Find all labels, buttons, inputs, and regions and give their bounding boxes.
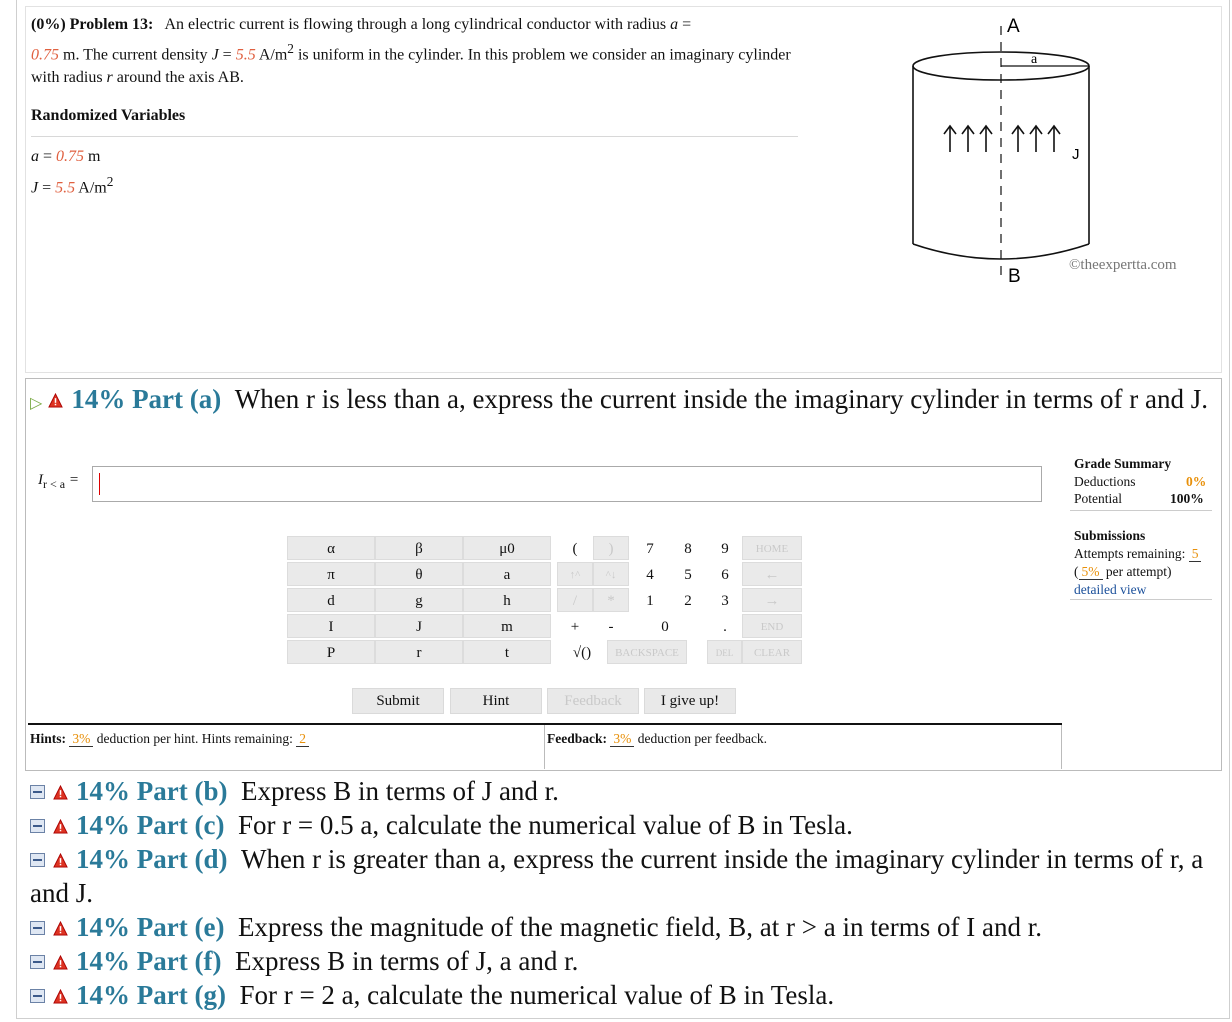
deductions-label: Deductions — [1074, 474, 1136, 489]
potential-label: Potential — [1074, 491, 1122, 506]
part-row-g[interactable]: 14% Part (g) For r = 2 a, calculate the numerical value of B in Tesla. — [30, 978, 1220, 1012]
key-dot[interactable]: . — [712, 614, 738, 638]
key-mu0[interactable]: μ0 — [463, 536, 551, 560]
key-g[interactable]: g — [375, 588, 463, 612]
warning-icon — [53, 955, 68, 970]
cylinder-diagram — [900, 8, 1220, 293]
warning-icon — [48, 393, 63, 408]
per-attempt: ( 5% per attempt) — [1074, 564, 1172, 579]
key-sqrt[interactable]: √() — [557, 640, 607, 664]
random-var-a: a = 0.75 m — [31, 148, 101, 165]
expand-icon[interactable] — [30, 785, 45, 799]
expand-icon[interactable] — [30, 819, 45, 833]
part-row-d[interactable]: 14% Part (d) When r is greater than a, express the current inside the imaginary cylinder in terms of r, a and J. — [30, 844, 1204, 908]
expand-icon[interactable] — [30, 853, 45, 867]
key-del[interactable]: DEL — [707, 640, 742, 664]
key-I[interactable]: I — [287, 614, 375, 638]
part-row-e[interactable]: 14% Part (e) Express the magnitude of the magnetic field, B, at r > a in terms of I and r. — [30, 910, 1220, 944]
divider — [1070, 510, 1212, 511]
key-alpha[interactable]: α — [287, 536, 375, 560]
grade-summary-title: Grade Summary — [1074, 456, 1172, 471]
key-9[interactable]: 9 — [712, 536, 738, 560]
key-3[interactable]: 3 — [712, 588, 738, 612]
key-0[interactable]: 0 — [652, 614, 678, 638]
expand-icon[interactable] — [30, 989, 45, 1003]
key-right-arrow[interactable]: → — [742, 588, 802, 612]
deductions-value: 0% — [1186, 474, 1207, 489]
text-caret — [99, 473, 100, 495]
key-multiply[interactable]: * — [593, 588, 629, 612]
attempts-remaining: Attempts remaining: 5 — [1074, 546, 1201, 562]
key-1[interactable]: 1 — [637, 588, 663, 612]
current-arrows — [944, 126, 1060, 152]
submit-button[interactable]: Submit — [352, 688, 444, 714]
part-row-f[interactable]: 14% Part (f) Express B in terms of J, a and r. — [30, 944, 1220, 978]
key-P[interactable]: P — [287, 640, 375, 664]
key-7[interactable]: 7 — [637, 536, 663, 560]
warning-icon — [53, 921, 68, 936]
key-r[interactable]: r — [375, 640, 463, 664]
warning-icon — [53, 989, 68, 1004]
hints-info: Hints: 3% deduction per hint. Hints remaining: 2 — [30, 731, 309, 747]
key-t[interactable]: t — [463, 640, 551, 664]
feedback-info: Feedback: 3% deduction per feedback. — [547, 731, 768, 746]
key-backspace[interactable]: BACKSPACE — [607, 640, 687, 664]
copyright: ©theexpertta.com — [1069, 257, 1177, 273]
random-var-J: J = 5.5 $A/m^2$ — [31, 174, 114, 197]
warning-icon — [53, 819, 68, 834]
key-close-paren[interactable]: ) — [593, 536, 629, 560]
diagram-label-A: A — [1007, 16, 1020, 37]
key-end[interactable]: END — [742, 614, 802, 638]
key-minus[interactable]: - — [593, 614, 629, 638]
key-plus[interactable]: + — [557, 614, 593, 638]
key-clear[interactable]: CLEAR — [742, 640, 802, 664]
hint-button[interactable]: Hint — [450, 688, 542, 714]
detailed-view-link[interactable]: detailed view — [1074, 582, 1147, 597]
key-theta[interactable]: θ — [375, 562, 463, 586]
key-pi[interactable]: π — [287, 562, 375, 586]
part-row-c[interactable]: 14% Part (c) For r = 0.5 a, calculate the numerical value of B in Tesla. — [30, 808, 1220, 842]
key-2[interactable]: 2 — [675, 588, 701, 612]
key-home[interactable]: HOME — [742, 536, 802, 560]
key-beta[interactable]: β — [375, 536, 463, 560]
submissions-title: Submissions — [1074, 528, 1146, 543]
key-8[interactable]: 8 — [675, 536, 701, 560]
key-subscript[interactable]: ^↓ — [593, 562, 629, 586]
key-h[interactable]: h — [463, 588, 551, 612]
divider — [1070, 599, 1212, 600]
answer-input[interactable] — [92, 466, 1042, 502]
key-J[interactable]: J — [375, 614, 463, 638]
part-a-title: ▷ 14% Part (a) When r is less than a, express the current inside the imaginary cylinder in terms of r and J. — [30, 384, 1208, 414]
key-5[interactable]: 5 — [675, 562, 701, 586]
diagram-label-J: J — [1072, 146, 1080, 163]
answer-label: $I_{r < a}$ = — [38, 472, 79, 491]
key-m[interactable]: m — [463, 614, 551, 638]
key-superscript[interactable]: ↑^ — [557, 562, 593, 586]
expand-icon[interactable] — [30, 921, 45, 935]
expand-triangle-icon[interactable]: ▷ — [30, 395, 43, 412]
key-6[interactable]: 6 — [712, 562, 738, 586]
feedback-button[interactable]: Feedback — [547, 688, 639, 714]
expand-icon[interactable] — [30, 955, 45, 969]
key-d[interactable]: d — [287, 588, 375, 612]
divider — [31, 136, 798, 137]
randomized-variables-title: Randomized Variables — [31, 107, 186, 124]
part-a-question: When r is less than a, express the current inside the imaginary cylinder in terms of r and J. — [234, 384, 1208, 414]
key-left-arrow[interactable]: ← — [742, 562, 802, 586]
part-row-b[interactable]: 14% Part (b) Express B in terms of J and r. — [30, 774, 1220, 808]
diagram-label-B: B — [1008, 266, 1021, 287]
warning-icon — [53, 853, 68, 868]
key-4[interactable]: 4 — [637, 562, 663, 586]
key-open-paren[interactable]: ( — [557, 536, 593, 560]
problem-statement: (0%) Problem 13: An electric current is flowing through a long cylindrical conductor with radius a = 0.75 m. The current density J = 5.5 $A/m^2$ is uniform in the cylinder. In this problem we consider an imaginary cylinder with radius r around the axis AB. — [31, 16, 791, 87]
give-up-button[interactable]: I give up! — [644, 688, 736, 714]
potential-value: 100% — [1170, 491, 1204, 506]
key-a[interactable]: a — [463, 562, 551, 586]
key-divide[interactable]: / — [557, 588, 593, 612]
diagram-label-a: a — [1031, 52, 1038, 67]
warning-icon — [53, 785, 68, 800]
